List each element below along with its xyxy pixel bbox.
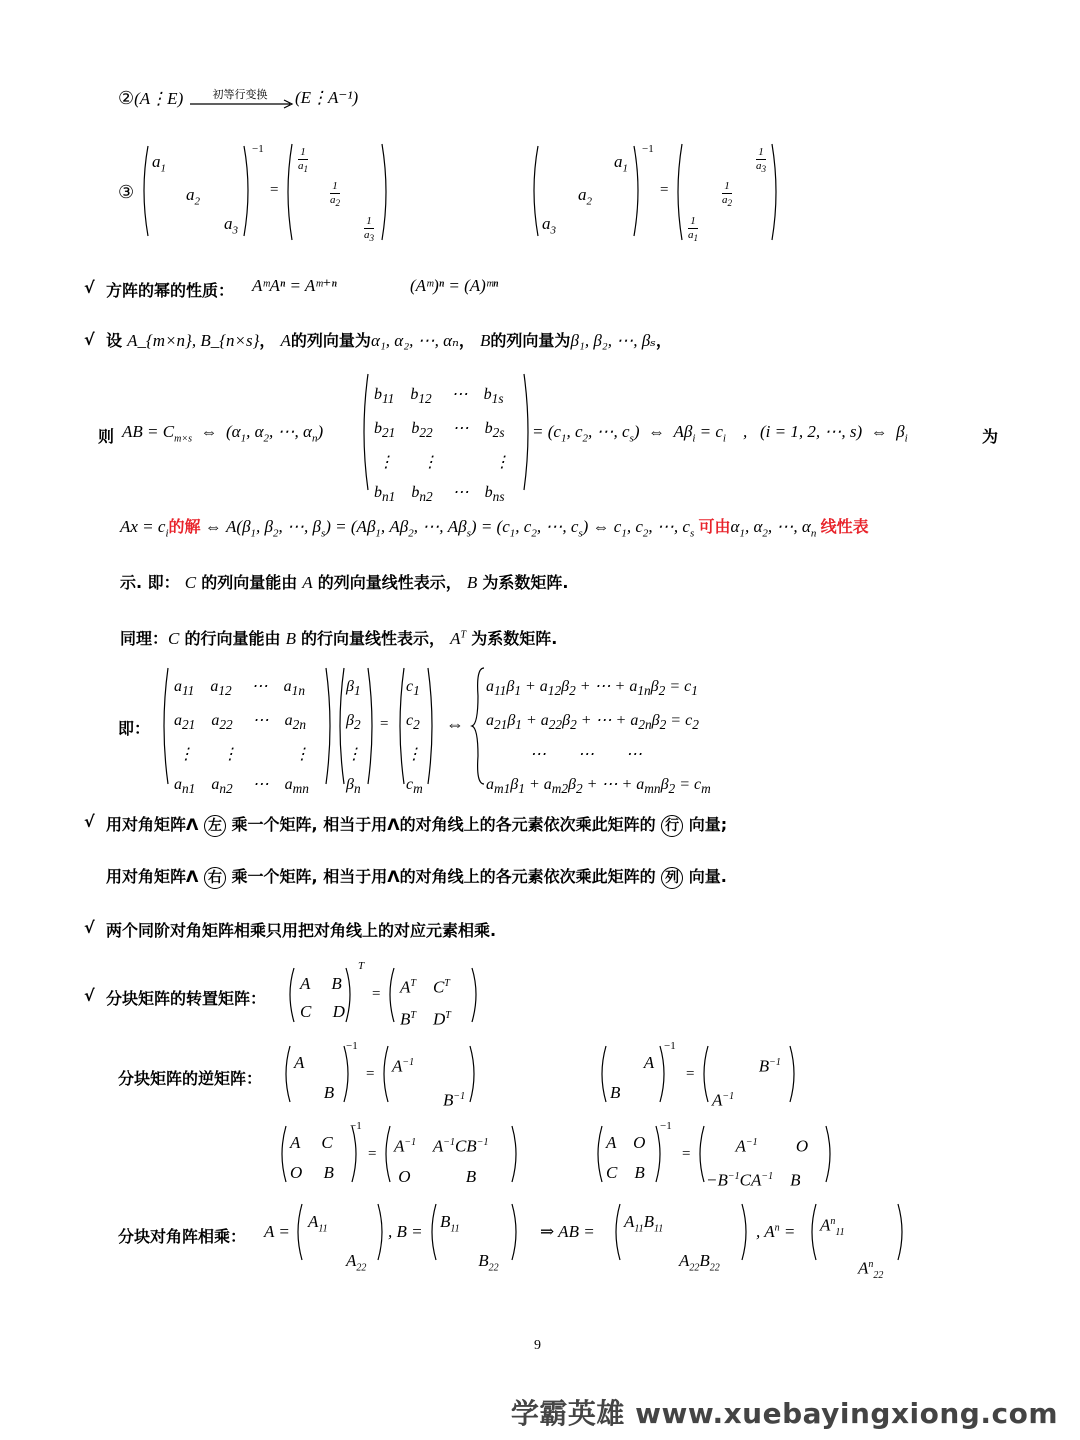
inv-lower-result-entries: $A^{-1}$ O $-B^{-1}CA^{-1}$ B [706, 1136, 809, 1190]
right-arrow-icon [190, 100, 294, 108]
equiv-arrow: ⇔ [446, 714, 464, 734]
block-diag-mult-label: 分块对角阵相乘： [118, 1227, 247, 1246]
inv-upper-result-entries: $A^{-1}$ $A^{-1}CB^{-1}$ O B [394, 1136, 489, 1186]
circled-3: ③ [118, 182, 135, 202]
solution-line: $Ax = c_i$的解 ⇔ $A(\beta_1$, $\beta_2$, ⋯, $\beta_s) = (A\beta_1$, $A\beta_2$, ⋯, $A\beta_s) = (c_1$, $c_2$, ⋯, $c_s$) ⇔ $c_1$, $c_2$, ⋯, $c_s$ 可由$\alpha_1$, $\alpha_2$, ⋯, $\alpha_n$ 线性表 [120, 517, 869, 540]
inv-lower-entries: A O C B [606, 1133, 646, 1182]
block-transpose-label: 分块矩阵的转置矩阵： [106, 989, 267, 1008]
inv-diag-result-entries: $A^{-1}$ $B^{-1}$ [392, 1056, 466, 1110]
powers-formula-1: AᵐAⁿ = Aᵐ⁺ⁿ [252, 276, 337, 295]
then-label: 则 [98, 427, 115, 446]
frac-1-a1b: 1 $a_1$ [688, 215, 699, 244]
inv-anti-result-entries: $B^{-1}$ $A^{-1}$ [712, 1056, 781, 1110]
inv-upper-entries: A C O B [290, 1133, 334, 1182]
inverse-exponent: −1 [252, 143, 264, 155]
diag-right-line: 用对角矩阵Λ 右 乘一个矩阵, 相当于用Λ的对角线上的各元素依次乘此矩阵的 列 向量. [106, 864, 727, 889]
inverse-exponent-6: −1 [660, 1120, 672, 1132]
equals-6: = [686, 1066, 695, 1082]
same-order-text: 两个同阶对角矩阵相乘只用把对角线上的对应元素相乘. [106, 921, 497, 940]
wei-label: 为 [982, 427, 999, 446]
circled-2: ② [118, 88, 135, 108]
arrow-label: 初等行变换 [212, 88, 268, 101]
inverse-exponent-4: −1 [664, 1040, 676, 1052]
powers-label: 方阵的幂的性质： [106, 281, 235, 300]
equals-5: = [366, 1066, 375, 1082]
inv-diag-entries: A B [294, 1053, 335, 1102]
diag-a2: $a_2$ [186, 185, 200, 208]
antidiag-a2: $a_2$ [578, 185, 592, 208]
circled-right: 右 [204, 867, 226, 889]
equation-system: $a_{11}\beta_1 + a_{12}\beta_2$ + ⋯ + $a_{1n}\beta_2 = c_1$ $a_{21}\beta_1 + a_{22}\beta_2$ + ⋯ + $a_{2n}\beta_2 = c_2$ ⋯ ⋯ ⋯ $a_{m1}\beta_1 + a_{m2}\beta_2$ + ⋯ + $a_{mn}\beta_2 = c_m$ [486, 678, 711, 797]
circled-left: 左 [204, 815, 226, 837]
check-icon: √ [84, 986, 95, 1005]
equals-8: = [682, 1146, 691, 1162]
diag-a3: $a_3$ [224, 214, 238, 237]
c-vector-equiv: = ($c_1$, $c_2$, ⋯, $c_s$) ⇔ $A\beta_i = c_i$ , (i = 1, 2, ⋯, s) ⇔ $\beta_i$ [532, 422, 908, 445]
brace-icon [470, 666, 486, 788]
page-number: 9 [534, 1338, 541, 1353]
b-equals: , B = [388, 1222, 423, 1241]
circled-col: 列 [661, 867, 683, 889]
check-icon: √ [84, 918, 95, 937]
beta-vector-entries: $\beta_1$ $\beta_2$ ⋮ $\beta_n$ [346, 678, 362, 797]
item2-left: (A⋮E) [134, 89, 184, 108]
c-vector-entries: $c_1$ $c_2$ ⋮ $c_m$ [406, 678, 423, 797]
an-blockdiag-entries: $A^n_{11}$ $A^n_{22}$ [820, 1215, 884, 1282]
equals-3: = [380, 716, 389, 732]
check-icon: √ [84, 278, 95, 297]
frac-1-a1: 1 $a_1$ [298, 146, 309, 175]
circled-row: 行 [661, 815, 683, 837]
a-blockdiag-entries: $A_{11}$ $A_{22}$ [308, 1212, 367, 1274]
block-transposed-entries: $A^T$ $C^T$ $B^T$ $D^T$ [400, 977, 451, 1029]
powers-formula-2: (Aᵐ)ⁿ = (A)ᵐⁿ [410, 276, 499, 295]
inverse-exponent-5: −1 [350, 1120, 362, 1132]
transpose-sup: T [358, 960, 365, 972]
a-power-n: , $A^n$ = [756, 1222, 796, 1241]
item2-right: (E⋮A⁻¹) [295, 88, 359, 107]
setup-line: 设 A_{m×n}, B_{n×s}， A的列向量为α₁, α₂, ⋯, αₙ， B的列向量为β₁, β₂, ⋯, βₛ， [106, 331, 672, 350]
frac-1-a2b: 1 $a_2$ [722, 180, 733, 209]
b-blockdiag-entries: $B_{11}$ $B_{22}$ [440, 1212, 499, 1274]
check-icon: √ [84, 812, 95, 831]
tongli-line: 同理：C 的行向量能由 B 的行向量线性表示， $A^T$ 为系数矩阵. [120, 629, 558, 648]
equals-4: = [372, 986, 381, 1002]
implies-ab: ⇒ AB = [540, 1222, 595, 1241]
frac-1-a3b: 1 $a_3$ [756, 146, 767, 175]
check-icon: √ [84, 330, 95, 349]
inv-anti-entries: A B [610, 1053, 655, 1102]
block-matrix-entries: A B C D [300, 974, 345, 1021]
diag-a1: $a_1$ [152, 152, 166, 175]
equals-2: = [660, 182, 669, 198]
equals-7: = [368, 1146, 377, 1162]
a-equals: A = [264, 1222, 290, 1241]
antidiag-a3: $a_3$ [542, 214, 556, 237]
antidiag-a1: $a_1$ [614, 152, 628, 175]
equals: = [270, 182, 279, 198]
b-matrix-entries: $b_{11}$ $b_{12}$ ⋯ $b_{1s}$ $b_{21}$ $b_{22}$ ⋯ $b_{2s}$ ⋮ ⋮ ⋮ $b_{n1}$ $b_{n2}$ ⋯ $b_{ns}$ [374, 386, 510, 505]
shi-line: 示. 即： C 的列向量能由 A 的列向量线性表示， B 为系数矩阵. [120, 573, 569, 592]
a-matrix-entries: $a_{11}$ $a_{12}$ ⋯ $a_{1n}$ $a_{21}$ $a_{22}$ ⋯ $a_{2n}$ ⋮ ⋮ ⋮ $a_{n1}$ $a_{n2}$ ⋯ $a_{mn}$ [174, 678, 310, 797]
watermark: 学霸英雄 www.xuebayingxiong.com [510, 1397, 1058, 1430]
block-inverse-label: 分块矩阵的逆矩阵： [118, 1069, 263, 1088]
item2-line [118, 88, 183, 109]
frac-1-a3: 1 $a_3$ [364, 215, 375, 244]
ab-eq-c: AB = $C_{m\times s}$ ⇔ ($\alpha_1$, $\alpha_2$, ⋯, $\alpha_n$) [122, 422, 324, 445]
diag-left-line: 用对角矩阵Λ 左 乘一个矩阵, 相当于用Λ的对角线上的各元素依次乘此矩阵的 行 向量; [106, 812, 727, 837]
ab-blockdiag-entries: $A_{11}B_{11}$ $A_{22}B_{22}$ [624, 1212, 720, 1274]
inverse-exponent-3: −1 [346, 1040, 358, 1052]
inverse-exponent-2: −1 [642, 143, 654, 155]
ji-label: 即： [118, 719, 151, 738]
frac-1-a2: 1 $a_2$ [330, 180, 341, 209]
